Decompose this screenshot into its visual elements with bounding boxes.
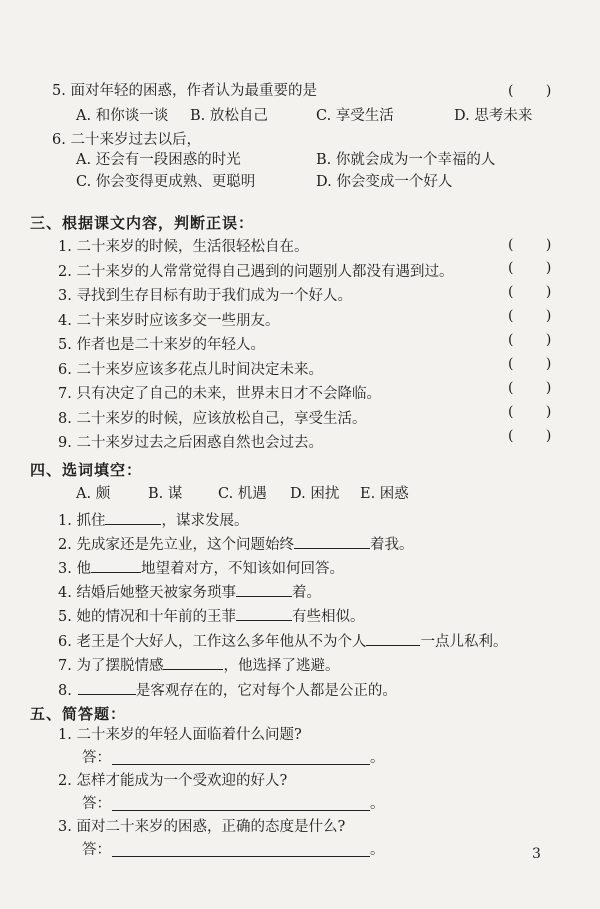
question-5-answer-paren[interactable]: ( ) [508, 83, 566, 99]
fill-item-4 [58, 582, 321, 603]
answer-label-2: 答： [82, 796, 111, 812]
fill-item-1 [58, 510, 248, 531]
fill-item-4-post: 着。 [291, 585, 321, 601]
fill-item-1-pre: 1. 抓住 [58, 513, 106, 529]
answer-line-1[interactable] [112, 763, 370, 765]
fill-item-2 [58, 534, 413, 555]
q5-option-d[interactable]: D. 思考未来 [454, 108, 533, 124]
judge-item-6-paren[interactable]: ( ) [508, 356, 566, 372]
judge-item-9: 9. 二十来岁过去之后困惑自然也会过去。 [58, 435, 323, 451]
fill-blank-7[interactable] [163, 655, 223, 670]
judge-item-2-paren[interactable]: ( ) [508, 260, 566, 276]
fill-item-1-post: ，谋求发展。 [161, 513, 249, 529]
fill-blank-1[interactable] [105, 510, 161, 525]
q6-option-d[interactable]: D. 你会变成一个好人 [316, 174, 453, 190]
fill-item-5 [58, 606, 364, 627]
judge-item-4-paren[interactable]: ( ) [508, 308, 566, 324]
judge-item-7: 7. 只有决定了自己的未来，世界末日才不会降临。 [58, 386, 381, 402]
judge-item-3-paren[interactable]: ( ) [508, 284, 566, 300]
short-answer-question-1: 1. 二十来岁的年轻人面临着什么问题? [58, 727, 302, 743]
word-choice-a: A. 颇 [76, 486, 111, 502]
q6-option-b[interactable]: B. 你就会成为一个幸福的人 [316, 152, 496, 168]
word-choice-b: B. 谋 [148, 486, 183, 502]
fill-item-7-pre: 7. 为了摆脱情感 [58, 658, 164, 674]
short-answer-question-2: 2. 怎样才能成为一个受欢迎的好人? [58, 773, 288, 789]
judge-item-5-paren[interactable]: ( ) [508, 332, 566, 348]
fill-blank-3[interactable] [91, 558, 141, 573]
fill-blank-5[interactable] [236, 606, 292, 621]
fill-item-6-post: 一点儿私利。 [420, 634, 508, 650]
judge-item-1-paren[interactable]: ( ) [508, 237, 566, 253]
fill-item-5-pre: 5. 她的情况和十年前的王菲 [58, 609, 236, 625]
judge-item-1: 1. 二十来岁的时候，生活很轻松自在。 [58, 239, 309, 255]
short-answer-question-3: 3. 面对二十来岁的困惑，正确的态度是什么? [58, 819, 346, 835]
judge-item-4: 4. 二十来岁时应该多交一些朋友。 [58, 313, 280, 329]
answer-line-3[interactable] [112, 855, 370, 857]
fill-item-7 [58, 655, 339, 676]
fill-item-7-post: ，他选择了逃避。 [223, 658, 340, 674]
answer-label-3: 答： [82, 842, 111, 858]
section-3-title: 三、根据课文内容，判断正误： [30, 214, 255, 232]
judge-item-6: 6. 二十来岁应该多花点儿时间决定未来。 [58, 362, 323, 378]
q5-option-a[interactable]: A. 和你谈一谈 [76, 108, 169, 124]
page-number: 3 [532, 846, 541, 862]
fill-item-6-pre: 6. 老王是个大好人，工作这么多年他从不为个人 [58, 634, 367, 650]
q6-option-a[interactable]: A. 还会有一段困惑的时光 [76, 152, 241, 168]
fill-item-2-pre: 2. 先成家还是先立业，这个问题始终 [58, 537, 294, 553]
fill-blank-4[interactable] [236, 582, 292, 597]
answer-label-1: 答： [82, 750, 111, 766]
fill-item-3-post: 地望着对方，不知该如何回答。 [140, 561, 344, 577]
judge-item-8: 8. 二十来岁的时候，应该放松自己，享受生活。 [58, 411, 367, 427]
judge-item-2: 2. 二十来岁的人常常觉得自己遇到的问题别人都没有遇到过。 [58, 264, 454, 280]
q5-option-b[interactable]: B. 放松自己 [190, 108, 268, 124]
question-6-stem: 6. 二十来岁过去以后， [52, 132, 201, 148]
word-choice-c: C. 机遇 [218, 486, 267, 502]
fill-item-8-post: 是客观存在的，它对每个人都是公正的。 [135, 683, 397, 699]
fill-item-2-post: 着我。 [369, 537, 414, 553]
answer-line-2[interactable] [112, 809, 370, 811]
fill-item-3-pre: 3. 他 [58, 561, 91, 577]
section-4-title: 四、选词填空： [30, 461, 143, 479]
judge-item-8-paren[interactable]: ( ) [508, 404, 566, 420]
question-5-stem: 5. 面对年轻的困惑，作者认为最重要的是 [52, 83, 317, 99]
judge-item-3: 3. 寻找到生存目标有助于我们成为一个好人。 [58, 288, 352, 304]
q6-option-c[interactable]: C. 你会变得更成熟、更聪明 [76, 174, 256, 190]
q5-option-c[interactable]: C. 享受生活 [316, 108, 394, 124]
answer-end-3: 。 [370, 842, 385, 858]
fill-item-8-pre: 8. [58, 683, 72, 699]
judge-item-5: 5. 作者也是二十来岁的年轻人。 [58, 337, 265, 353]
fill-item-5-post: 有些相似。 [291, 609, 365, 625]
word-choice-e: E. 困惑 [360, 486, 409, 502]
judge-item-7-paren[interactable]: ( ) [508, 380, 566, 396]
fill-blank-6[interactable] [366, 631, 420, 646]
fill-item-4-pre: 4. 结婚后她整天被家务琐事 [58, 585, 236, 601]
answer-end-2: 。 [370, 796, 385, 812]
fill-blank-8[interactable] [78, 680, 136, 695]
answer-end-1: 。 [370, 750, 385, 766]
word-choice-d: D. 困扰 [290, 486, 340, 502]
judge-item-9-paren[interactable]: ( ) [508, 428, 566, 444]
fill-item-6 [58, 631, 507, 652]
section-5-title: 五、简答题： [30, 705, 127, 723]
fill-blank-2[interactable] [294, 534, 370, 549]
fill-item-8 [58, 680, 397, 701]
fill-item-3 [58, 558, 344, 579]
